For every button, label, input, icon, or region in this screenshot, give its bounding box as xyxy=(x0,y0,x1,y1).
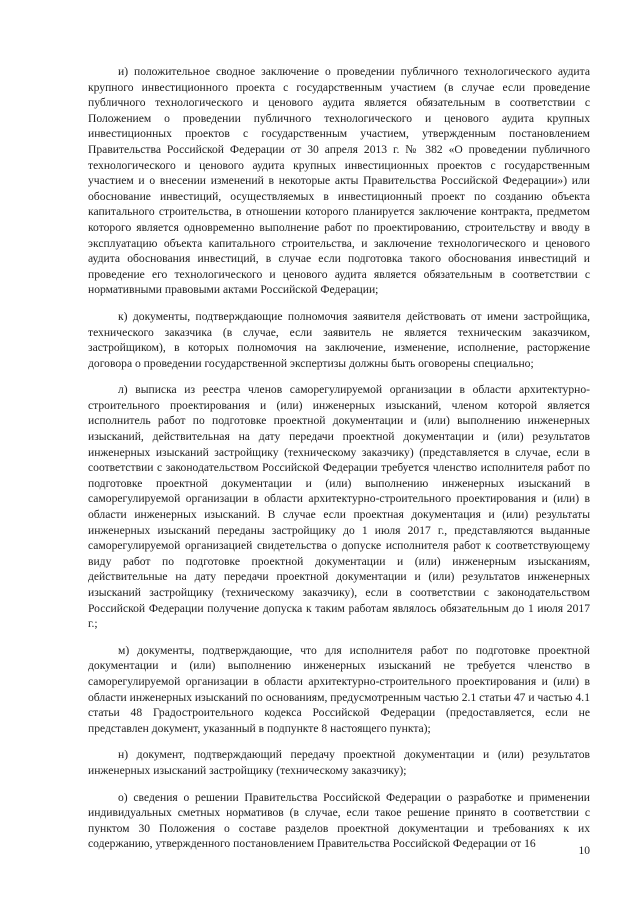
document-body xyxy=(88,64,590,863)
paragraph-item-i: и) положительное сводное заключение о проведении публичного технологического аудита крупного инвестиционного проекта с государственным участием (в случае если проведение публичного технологического и ценового аудита является обязательным в соответствии с Положением о проведении публичного технологического и ценового аудита крупных инвестиционных проектов с государственным участием, утвержденным постановлением Правительства Российской Федерации от 30 апреля 2013 г. № 382 «О проведении публичного технологического и ценового аудита крупных инвестиционных проектов с государственным участием и о внесении изменений в некоторые акты Правительства Российской Федерации») или обоснование инвестиций, осуществляемых в инвестиционный проект по созданию объекта капитального строительства, в отношении которого планируется заключение контракта, предметом которого является одновременно выполнение работ по проектированию, строительству и вводу в эксплуатацию объекта капитального строительства, и заключение технологического и ценового аудита обоснования инвестиций, в случае если подготовка такого обоснования инвестиций и проведение его технологического и ценового аудита является обязательным в соответствии с нормативными правовыми актами Российской Федерации; xyxy=(88,65,590,297)
paragraph-item-o: о) сведения о решении Правительства Российской Федерации о разработке и применении индивидуальных сметных нормативов (в случае, если такое решение принято в соответствии с пунктом 30 Положения о составе разделов проектной документации и требованиях к их содержанию, утвержденного постановлением Правительства Российской Федерации от 16 xyxy=(88,790,590,851)
paragraph-item-l: л) выписка из реестра членов саморегулируемой организации в области архитектурно-строительного проектирования и (или) инженерных изысканий, членом которой является исполнитель работ по подготовке проектной документации и (или) выполнению инженерных изысканий, действительная на дату передачи проектной документации и (или) результатов инженерных изысканий застройщику (техническому заказчику) (представляется в случае, если в соответствии с законодательством Российской Федерации требуется членство исполнителя работ по подготовке проектной документации и (или) выполнению инженерных изысканий в саморегулируемой организации в области архитектурно-строительного проектирования и (или) в области инженерных изысканий. В случае если проектная документация и (или) результаты инженерных изысканий переданы застройщику до 1 июля 2017 г., представляются выданные саморегулируемой организацией свидетельства о допуске исполнителя работ к соответствующему виду работ по подготовке проектной документации и (или) инженерным изысканиям, действительные на дату передачи проектной документации и (или) результатов инженерных изысканий застройщику (техническому заказчику), если в соответствии с законодательством Российской Федерации получение допуска к таким работам являлось обязательным до 1 июля 2017 г.; xyxy=(88,383,590,631)
paragraph-item-n: н) документ, подтверждающий передачу проектной документации и (или) результатов инженерных изысканий застройщику (техническому заказчику); xyxy=(88,748,590,777)
paragraph-item-m: м) документы, подтверждающие, что для исполнителя работ по подготовке проектной документации и (или) выполнению инженерных изысканий не требуется членство в саморегулируемой организации в области архитектурно-строительного проектирования и (или) в области инженерных изысканий по основаниям, предусмотренным частью 2.1 статьи 47 и частью 4.1 статьи 48 Градостроительного кодекса Российской Федерации (предоставляется, если не представлен документ, указанный в подпункте 8 настоящего пункта); xyxy=(88,643,590,735)
paragraph-item-k: к) документы, подтверждающие полномочия заявителя действовать от имени застройщика, технического заказчика (в случае, если заявитель не является техническим заказчиком, застройщиком), в которых полномочия на заключение, изменение, исполнение, расторжение договора о проведении государственной экспертизы должны быть оговорены специально; xyxy=(88,309,590,370)
page-number: 10 xyxy=(578,845,590,857)
